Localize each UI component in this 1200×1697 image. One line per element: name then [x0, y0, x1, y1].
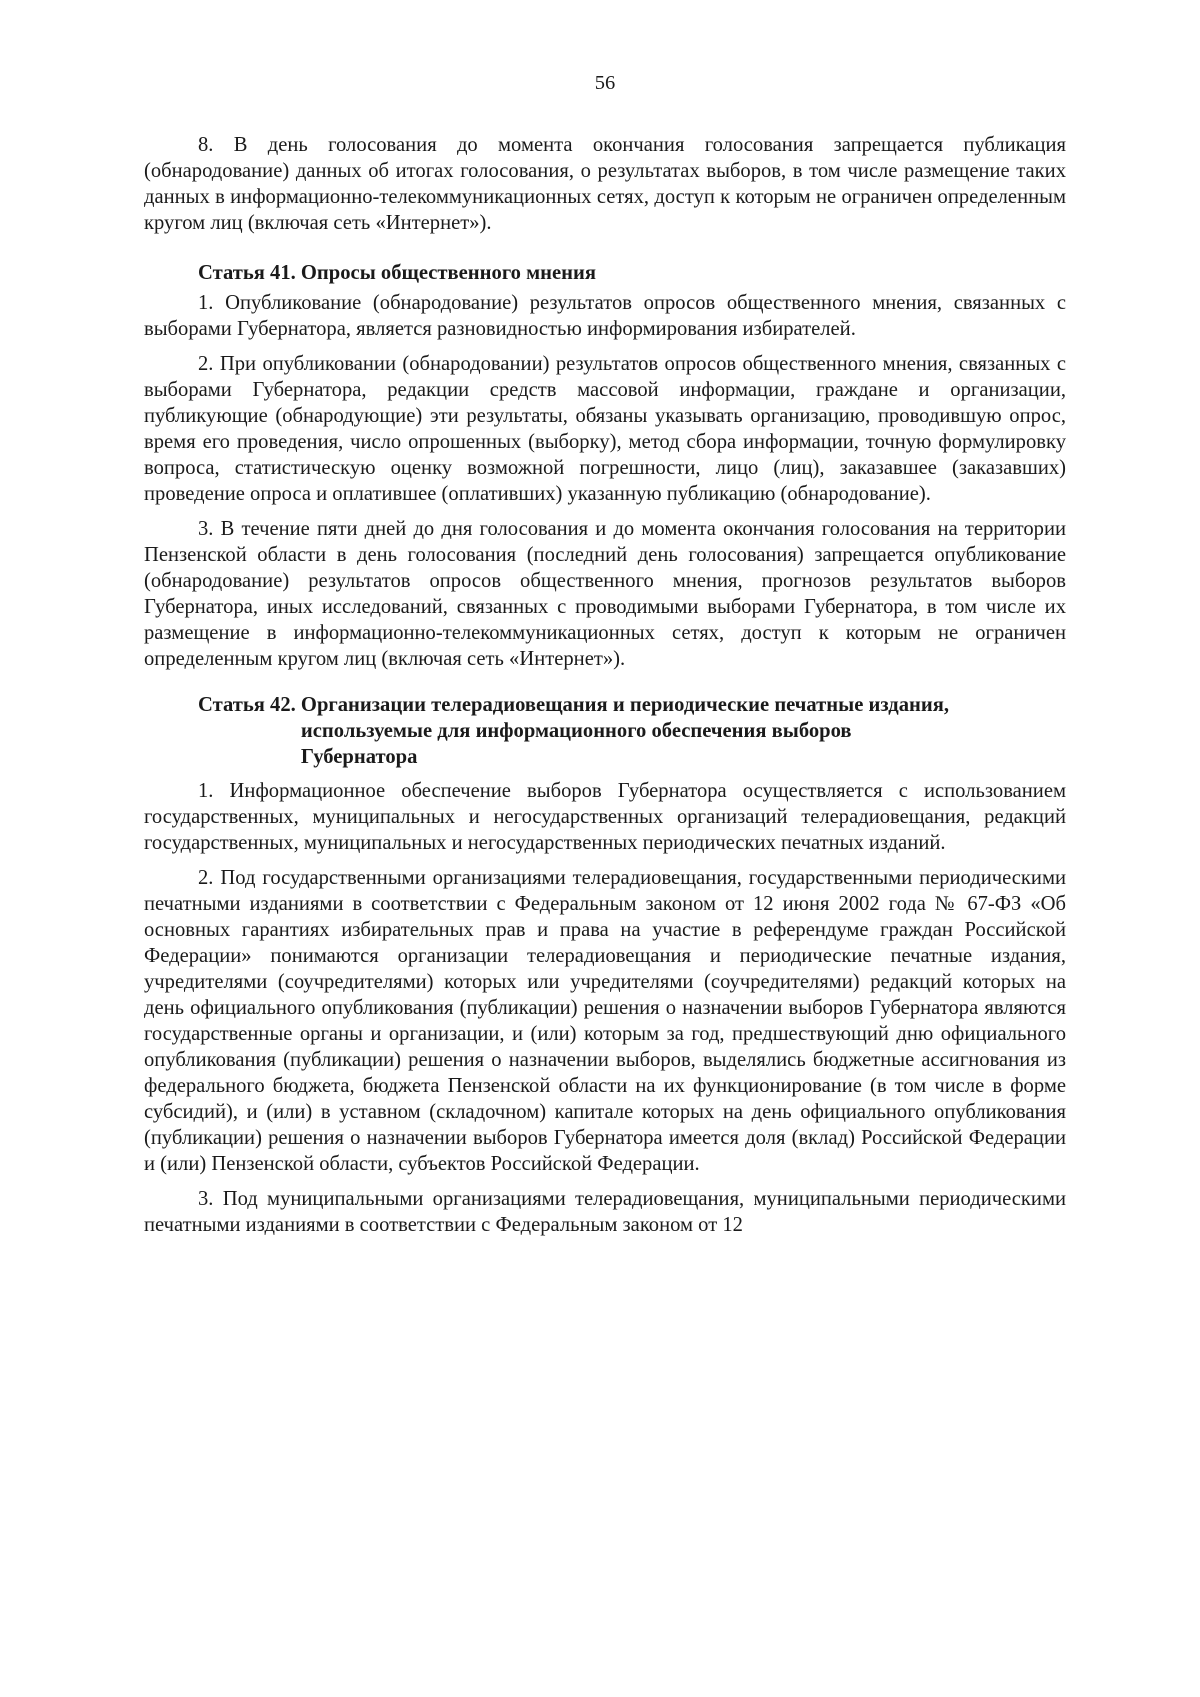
- article-41-paragraph-2: 2. При опубликовании (обнародовании) результатов опросов общественного мнения, связанных с выборами Губернатора, редакции средств массовой информации, граждане и организации, публикующие (обнародующие) эти результаты, обязаны указывать организацию, проводившую опрос, время его проведения, число опрошенных (выборку), метод сбора информации, точную формулировку вопроса, статистическую оценку возможной погрешности, лицо (лиц), заказавшее (заказавших) проведение опроса и оплатившее (оплативших) указанную публикацию (обнародование).: [144, 353, 1066, 505]
- article-41-paragraph-3: 3. В течение пяти дней до дня голосования и до момента окончания голосования на территории Пензенской области в день голосования (последний день голосования) запрещается опубликование (обнародование) результатов опросов общественного мнения, прогнозов результатов выборов Губернатора, иных исследований, связанных с проводимыми выборами Губернатора, в том числе их размещение в информационно-телекоммуникационных сетях, доступ к которым не ограничен определенным кругом лиц (включая сеть «Интернет»).: [144, 518, 1066, 670]
- article-42-title: Организации телерадиовещания и периодические печатные издания, используемые для информационного обеспечения выборов Губернатора: [300, 694, 950, 768]
- document-page: [144, 70, 1066, 1238]
- article-41-heading: Статья 41. Опросы общественного мнения: [198, 262, 597, 284]
- article-42-paragraph-3: 3. Под муниципальными организациями телерадиовещания, муниципальными периодическими печатными изданиями в соответствии с Федеральным законом от 12: [144, 1188, 1066, 1236]
- page-number: 56: [594, 72, 616, 94]
- article-42-heading: [144, 692, 1066, 770]
- article-41-paragraph-1: 1. Опубликование (обнародование) результатов опросов общественного мнения, связанных с выборами Губернатора, является разновидностью информирования избирателей.: [144, 292, 1066, 340]
- article-42-label: Статья 42.: [198, 694, 301, 716]
- article-42-paragraph-1: 1. Информационное обеспечение выборов Губернатора осуществляется с использованием государственных, муниципальных и негосударственных организаций телерадиовещания, редакций государственных, муниципальных и негосударственных периодических печатных изданий.: [144, 780, 1066, 854]
- article-42-paragraph-2: 2. Под государственными организациями телерадиовещания, государственными периодическими печатными изданиями в соответствии с Федеральным законом от 12 июня 2002 года № 67-ФЗ «Об основных гарантиях избирательных прав и права на участие в референдуме граждан Российской Федерации» понимаются организации телерадиовещания и периодические печатные издания, учредителями (соучредителями) которых или учредителями (соучредителями) редакций которых на день официального опубликования (публикации) решения о назначении выборов Губернатора являются государственные органы и организации, и (или) которым за год, предшествующий дню официального опубликования (публикации) решения о назначении выборов, выделялись бюджетные ассигнования из федерального бюджета, бюджета Пензенской области на их функционирование (в том числе в форме субсидий), и (или) в уставном (складочном) капитале которых на день официального опубликования (публикации) решения о назначении выборов Губернатора имеется доля (вклад) Российской Федерации и (или) Пензенской области, субъектов Российской Федерации.: [144, 867, 1066, 1175]
- paragraph-item-8: 8. В день голосования до момента окончания голосования запрещается публикация (обнародование) данных об итогах голосования, о результатах выборов, в том числе размещение таких данных в информационно-телекоммуникационных сетях, доступ к которым не ограничен определенным кругом лиц (включая сеть «Интернет»).: [144, 134, 1066, 234]
